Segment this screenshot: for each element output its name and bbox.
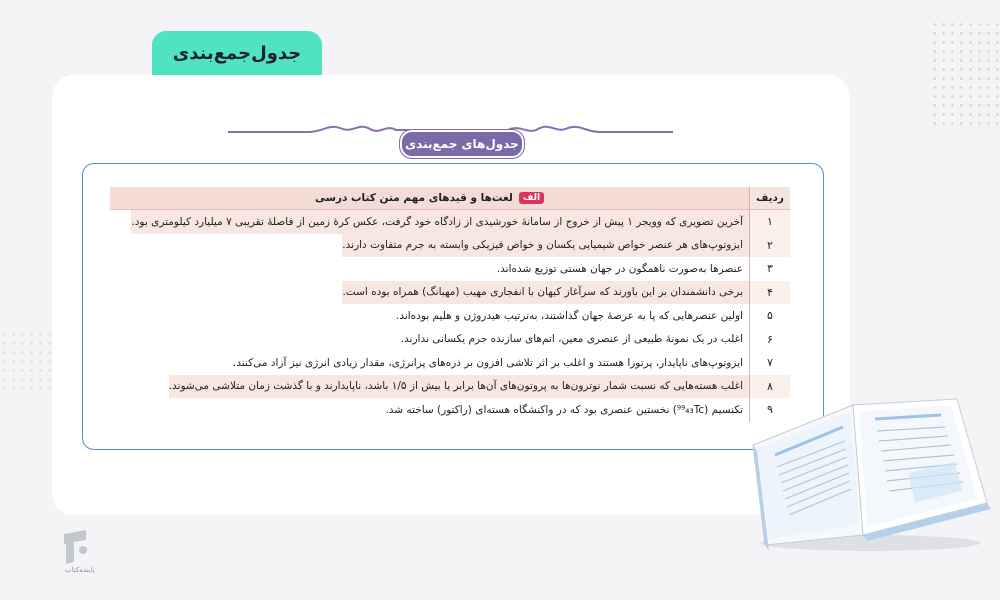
table-row: [110, 234, 790, 258]
row-text: اولین عنصرهایی که پا به عرصهٔ جهان گذاشتند، به‌ترتیب هیدروژن و هلیم بوده‌اند.: [395, 309, 743, 322]
open-book-illustration: [735, 375, 1000, 555]
row-number: ۲: [749, 234, 790, 258]
table-row: [110, 304, 790, 328]
page-title-tag: جدول‌جمع‌بندی: [152, 31, 322, 75]
table-row: [110, 328, 790, 352]
table-row: [110, 257, 790, 281]
row-text: تکنسیم (⁹⁹₄₃Tc) نخستین عنصری بود که در واکنشگاه هسته‌ای (راکتور) ساخته شد.: [385, 403, 743, 416]
section-badge: الف: [519, 192, 544, 204]
summary-table: [110, 187, 790, 422]
column-header-main: [110, 187, 749, 209]
table-row: [110, 351, 790, 375]
table-header: [110, 187, 790, 210]
row-text: اغلب هسته‌هایی که نسبت شمار نوترون‌ها به پروتون‌های آن‌ها برابر یا بیش از ۱/۵ باشد، ناپایدارند و با گذشت زمان متلاشی می‌شوند.: [169, 375, 749, 399]
table-row: [110, 375, 790, 399]
row-number: ۸: [749, 375, 790, 399]
row-number: ۹: [749, 398, 790, 422]
row-text: ایزوتوپ‌های هر عنصر خواص شیمیایی یکسان و خواص فیزیکی وابسته به جرم متفاوت دارند.: [342, 234, 749, 258]
dot-pattern-decoration: [930, 20, 1000, 130]
column-header-radif: ردیف: [749, 187, 790, 209]
row-text: آخرین تصویری که وویجر ۱ پیش از خروج از سامانهٔ خورشیدی از زادگاه خود گرفت، عکس کرهٔ زمین از فاصلهٔ تقریبی ۷ میلیارد کیلومتری بود.: [131, 210, 749, 234]
table-row: [110, 281, 790, 305]
table-row: [110, 210, 790, 234]
row-number: ۵: [749, 304, 790, 328]
row-text: ایزوتوپ‌های ناپایدار، پرتوزا هستند و اغلب بر اثر تلاشی افزون بر ذره‌های پرانرژی، مقدار زیادی انرژی نیز آزاد می‌کنند.: [232, 356, 743, 369]
row-number: ۴: [749, 281, 790, 305]
row-number: ۱: [749, 210, 790, 234]
brand-logo: [56, 522, 96, 572]
brand-text: پاینده‌کتاب: [65, 566, 95, 574]
table-heading: لغت‌ها و قیدهای مهم متن کتاب درسی: [314, 192, 513, 204]
row-number: ۳: [749, 257, 790, 281]
row-text: برخی دانشمندان بر این باورند که سرآغاز کیهان با انفجاری مهیب (مهبانگ) همراه بوده است.: [342, 281, 749, 305]
row-number: ۶: [749, 328, 790, 352]
dot-pattern-decoration-bottom: [0, 330, 60, 390]
row-number: ۷: [749, 351, 790, 375]
content-card: [52, 75, 850, 515]
section-pill: جدول‌های جمع‌بندی: [400, 130, 524, 158]
row-text: عنصرها به‌صورت ناهمگون در جهان هستی توزیع شده‌اند.: [496, 262, 743, 275]
row-text: اغلب در یک نمونهٔ طبیعی از عنصری معین، اتم‌های سازنده جرم یکسانی ندارند.: [400, 333, 743, 346]
table-row: [110, 398, 790, 422]
